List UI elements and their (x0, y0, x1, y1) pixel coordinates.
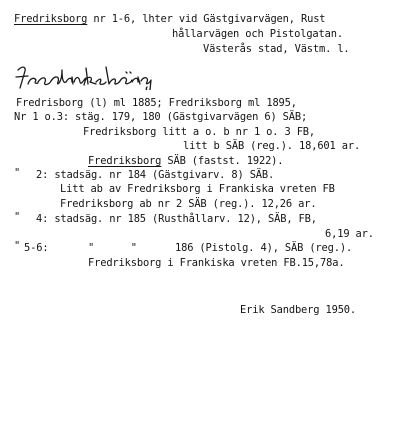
ditto-mark: " (14, 211, 21, 223)
heading-line (14, 13, 325, 26)
history-line-2: Nr 1 o.3: stäg. 179, 180 (Gästgivarvägen 6) SÄB; (14, 111, 308, 123)
entry-4-line-1: 4: stadsäg. nr 185 (Rusthållarv. 12), SÄB, FB, (36, 213, 317, 225)
entry-4-line-2: 6,19 ar. (325, 228, 374, 240)
heading-description: nr 1-6, lhter vid Gästgivarvägen, Rust (87, 13, 326, 25)
section-heading (88, 155, 283, 168)
history-line-3: Fredriksborg litt a o. b nr 1 o. 3 FB, (83, 126, 316, 138)
entry-2-line-1: 2: stadsäg. nr 184 (Gästgivarv. 8) SÄB. (36, 169, 275, 181)
signature: Erik Sandberg 1950. (240, 304, 357, 316)
ditto-mark: " (14, 167, 21, 179)
handwritten-name (14, 62, 194, 90)
entry-56-ditto: " " (88, 242, 137, 254)
section-heading-rest: SÄB (fastst. 1922). (161, 155, 284, 167)
entry-56-line-2: Fredriksborg i Frankiska vreten FB.15,78a. (88, 257, 345, 269)
entry-56-line-1: 186 (Pistolg. 4), SÄB (reg.). (175, 242, 353, 254)
history-line-1: Fredrisborg (l) ml 1885; Fredriksborg ml 1895, (16, 97, 297, 109)
heading-line-2: hållarvägen och Pistolgatan. (172, 28, 343, 40)
entry-2-line-3: Fredriksborg ab nr 2 SÄB (reg.). 12,26 ar. (60, 198, 317, 210)
ditto-mark: " (14, 240, 21, 252)
entry-56-number: 5-6: (24, 242, 49, 254)
section-place-name: Fredriksborg (88, 155, 162, 167)
heading-place-name: Fredriksborg (14, 13, 88, 25)
entry-2-line-2: Litt ab av Fredriksborg i Frankiska vreten FB (60, 183, 335, 195)
location-line: Västerås stad, Västm. l. (203, 43, 350, 55)
history-line-4: litt b SÄB (reg.). 18,601 ar. (183, 140, 361, 152)
